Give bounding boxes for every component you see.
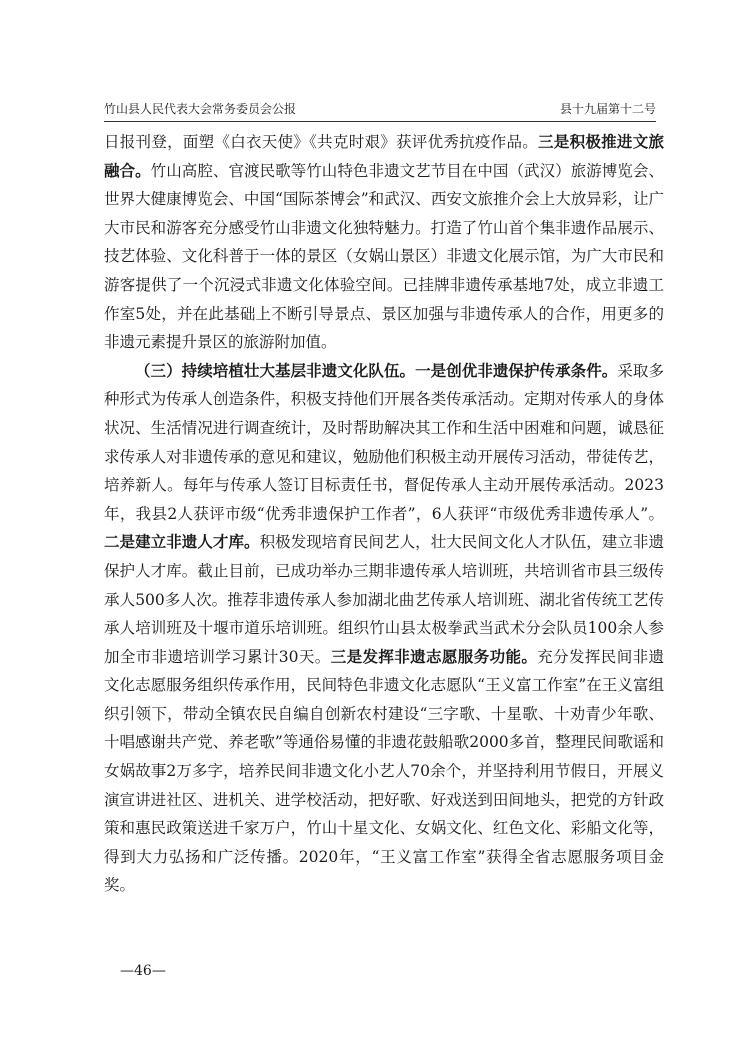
issue-number: 县十九届第十二号 (559, 102, 656, 116)
subheading-talent-pool: 二是建立非遗人才库。 (104, 532, 260, 552)
paragraph-2-text-c: 充分发挥民间非遗文化志愿服务组织传承作用，民间特色非遗文化志愿队“王义富工作室”在王义富组织引领下，带动全镇农民自编自创新农村建设“三字歌、十星歌、十劝青少年歌、十唱感谢共产党、养老歌”等通俗易懂的非遗花鼓船歌2000多首，整理民间歌谣和女娲故事2万多字，培养民间非遗文化小艺人70余个，并坚持利用节假日，开展义演宣讲进社区、进机关、进学校活动，把好歌、好戏送到田间地头，把党的方针政策和惠民政策送进千家万户，竹山十星文化、女娲文化、红色文化、彩船文化等，得到大力弘扬和广泛传播。2020年，“王义富工作室”获得全省志愿服务项目金奖。 (104, 647, 664, 895)
section-heading: （三）持续培植壮大基层非遗文化队伍。一是创优非遗保护传承条件。 (135, 360, 618, 380)
header-divider (104, 121, 656, 122)
paragraph-2-text-a: 采取多种形式为传承人创造条件，积极支持他们开展各类传承活动。定期对传承人的身体状况、生活情况进行调查统计，及时帮助解决其工作和生活中困难和问题，诚恳征求传承人对非遗传承的意见和建议，勉励他们积极主动开展传习活动，带徒传艺，培养新人。每年与传承人签订目标责任书，督促传承人主动开展传承活动。2023年，我县2人获评市级“优秀非遗保护工作者”，6人获评“市级优秀非遗传承人”。 (104, 361, 664, 523)
paragraph-2-text-b: 积极发现培育民间艺人，壮大民间文化人才队伍，建立非遗保护人才库。截止目前，已成功举办三期非遗传承人培训班，共培训省市县三级传承人500多人次。推荐非遗传承人参加湖北曲艺传承人培训班、湖北省传统工艺传承人培训班及十堰市道乐培训班。组织竹山县太极拳武当武术分会队员100余人参加全市非遗培训学习累计30天。 (104, 533, 664, 666)
document-body (104, 128, 664, 900)
page-number: —46— (120, 963, 166, 979)
paragraph-1-text-b: 竹山高腔、官渡民歌等竹山特色非遗文艺节目在中国（武汉）旅游博览会、世界大健康博览会、中国“国际茶博会”和武汉、西安文旅推介会上大放异彩，让广大市民和游客充分感受竹山非遗文化独特魅力。打造了竹山首个集非遗作品展示、技艺体验、文化科普于一体的景区（女娲山景区）非遗文化展示馆，为广大市民和游客提供了一个沉浸式非遗文化体验空间。已挂牌非遗传承基地7处，成立非遗工作室5处，并在此基础上不断引导景点、景区加强与非遗传承人的合作，用更多的非遗元素提升景区的旅游附加值。 (104, 161, 664, 352)
paragraph-1-heading: 三是积极推进文旅融合。 (104, 132, 664, 180)
paragraph-1 (104, 128, 664, 357)
bulletin-title: 竹山县人民代表大会常务委员会公报 (104, 102, 297, 116)
paragraph-1-text-a: 日报刊登，面塑《白衣天使》《共克时艰》获评优秀抗疫作品。 (104, 133, 539, 151)
paragraph-2 (104, 357, 664, 900)
subheading-volunteer-service: 三是发挥非遗志愿服务功能。 (330, 646, 538, 666)
page-header (104, 100, 656, 118)
